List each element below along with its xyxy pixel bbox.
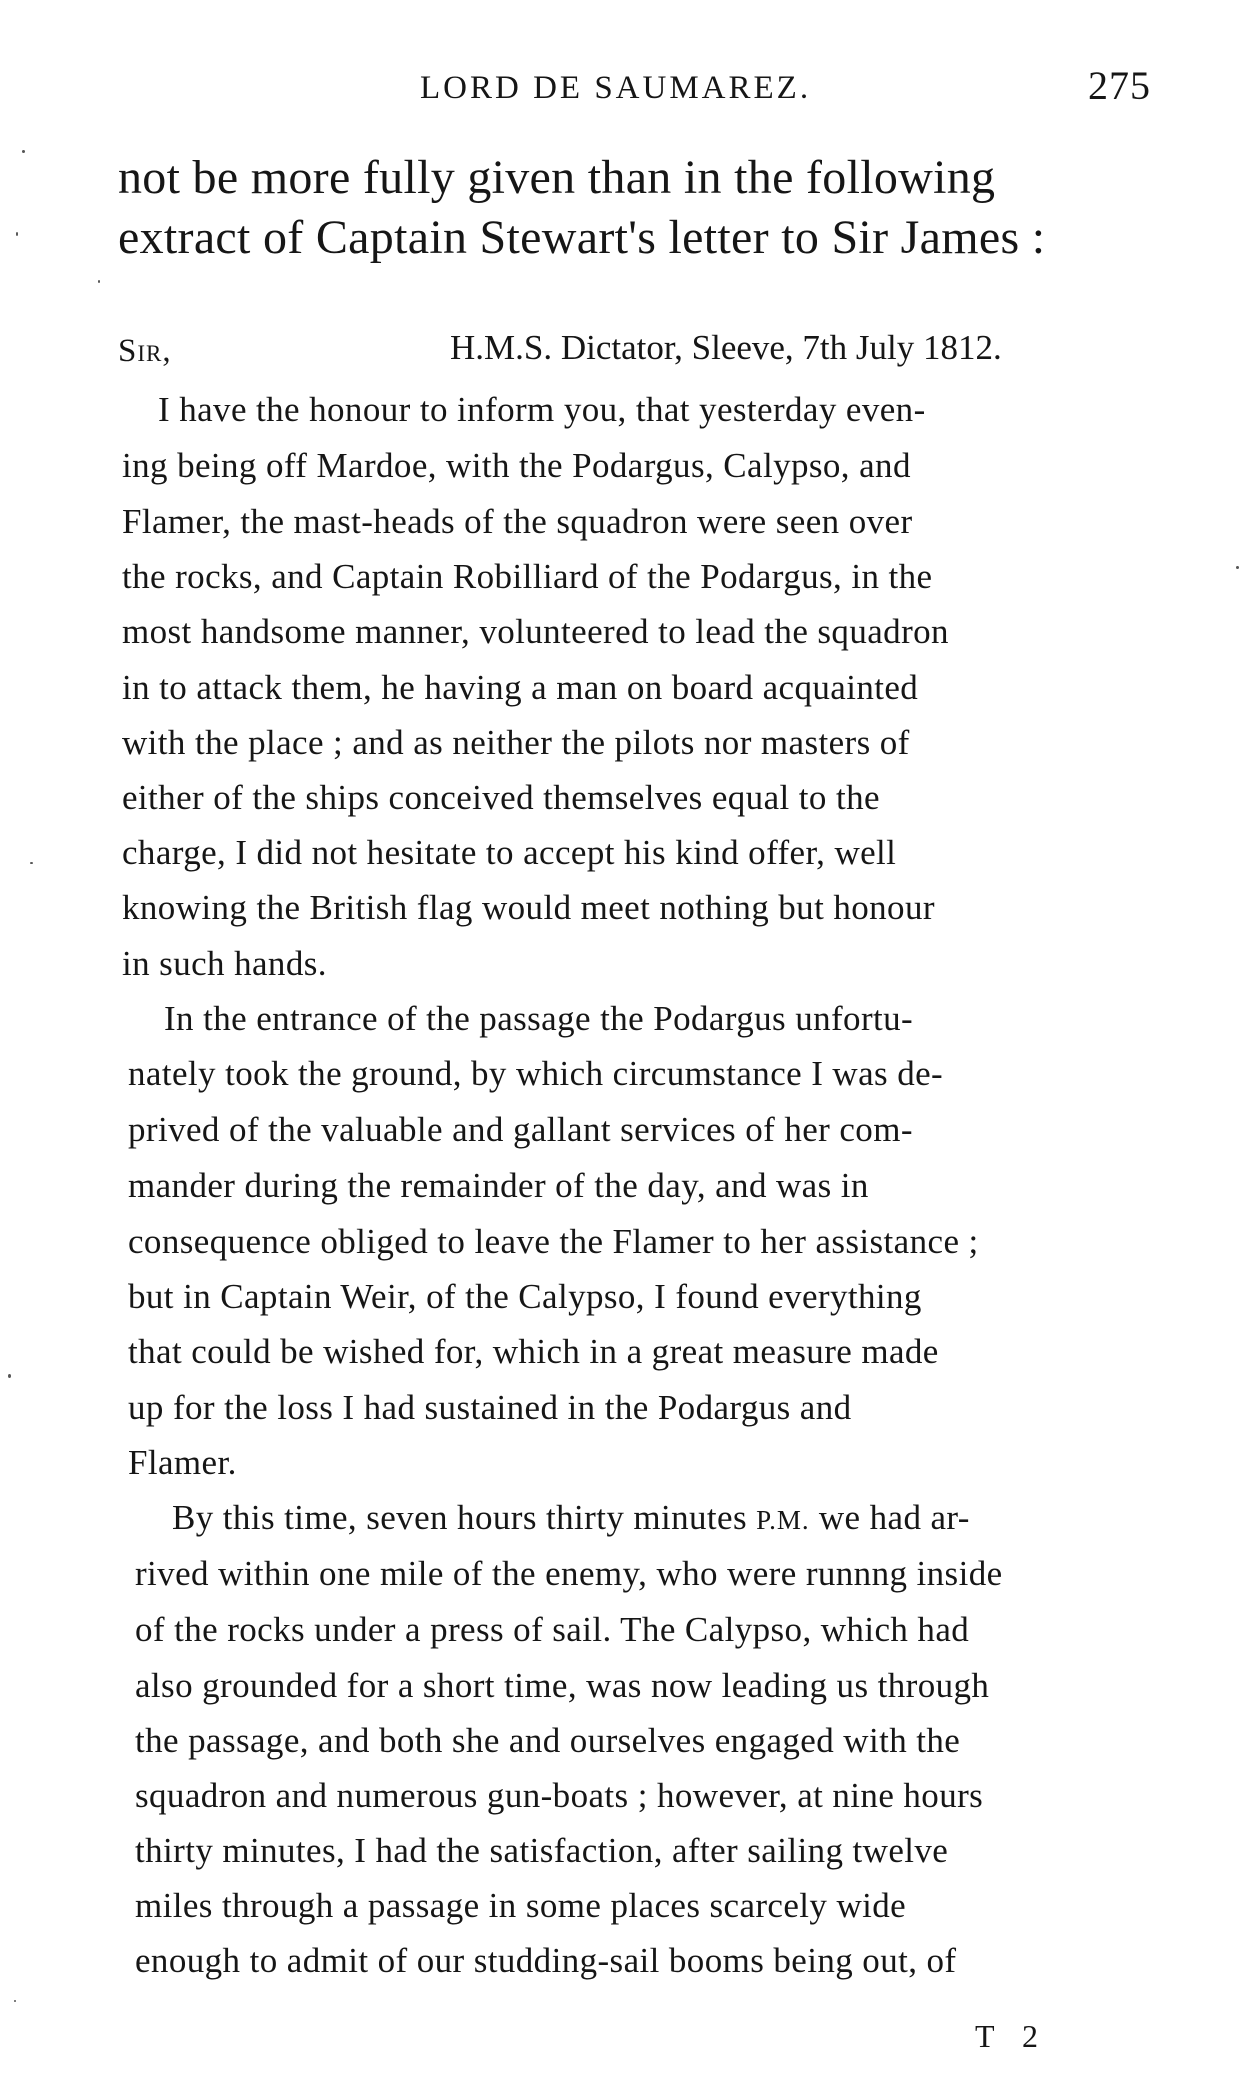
- text-line: but in Captain Weir, of the Calypso, I found everything: [128, 1277, 922, 1316]
- letter-salutation: Sir,: [118, 333, 172, 369]
- text-line: with the place ; and as neither the pilots nor masters of: [122, 723, 910, 762]
- text-line: in to attack them, he having a man on board acquainted: [122, 668, 919, 707]
- text-line: in such hands.: [122, 944, 327, 983]
- text-line: up for the loss I had sustained in the Podargus and: [128, 1388, 852, 1427]
- scan-speck: [98, 280, 100, 283]
- time-abbrev: P.M.: [756, 1505, 810, 1535]
- intro-line: not be more fully given than in the following: [118, 151, 996, 204]
- text-line: Flamer.: [128, 1443, 237, 1482]
- text-line: of the rocks under a press of sail. The Calypso, which had: [135, 1610, 970, 1649]
- text-line: I have the honour to inform you, that yesterday even-: [158, 390, 926, 429]
- text-line: thirty minutes, I had the satisfaction, after sailing twelve: [135, 1831, 949, 1870]
- scan-speck: [8, 1374, 11, 1378]
- text-line: the passage, and both she and ourselves engaged with the: [135, 1721, 961, 1760]
- text-line: Flamer, the mast-heads of the squadron were seen over: [122, 502, 913, 541]
- scan-speck: [14, 2000, 16, 2002]
- text-line: enough to admit of our studding-sail booms being out, of: [135, 1941, 957, 1980]
- text-line: most handsome manner, volunteered to lead the squadron: [122, 612, 949, 651]
- text-line: [172, 1498, 970, 1538]
- text-line: knowing the British flag would meet nothing but honour: [122, 888, 935, 927]
- text-line: prived of the valuable and gallant services of her com-: [128, 1110, 913, 1149]
- text-line: charge, I did not hesitate to accept his kind offer, well: [122, 833, 897, 872]
- text-line: miles through a passage in some places scarcely wide: [135, 1886, 907, 1925]
- text-line: rived within one mile of the enemy, who were runnng inside: [135, 1554, 1003, 1593]
- running-head: LORD DE SAUMAREZ.: [420, 70, 812, 106]
- text-line: that could be wished for, which in a great measure made: [128, 1332, 939, 1371]
- text-line: squadron and numerous gun-boats ; however, at nine hours: [135, 1776, 984, 1815]
- text-line: either of the ships conceived themselves equal to the: [122, 778, 880, 817]
- text-line-start: By this time, seven hours thirty minutes: [172, 1498, 747, 1537]
- text-line: nately took the ground, by which circumstance I was de-: [128, 1054, 944, 1093]
- text-line: In the entrance of the passage the Podargus unfortu-: [164, 999, 914, 1038]
- intro-line: extract of Captain Stewart's letter to Sir James :: [118, 211, 1046, 264]
- scan-speck: [16, 232, 18, 236]
- signature-mark: T 2: [975, 2018, 1048, 2054]
- scan-speck: [30, 862, 33, 864]
- text-line-end: we had ar-: [818, 1498, 970, 1537]
- page-number: 275: [1088, 63, 1151, 108]
- text-line: the rocks, and Captain Robilliard of the Podargus, in the: [122, 557, 933, 596]
- text-line: ing being off Mardoe, with the Podargus, Calypso, and: [122, 446, 911, 485]
- text-line: consequence obliged to leave the Flamer to her assistance ;: [128, 1222, 979, 1261]
- letter-dateline: H.M.S. Dictator, Sleeve, 7th July 1812.: [450, 328, 1002, 367]
- scan-speck: [22, 150, 25, 153]
- text-line: mander during the remainder of the day, and was in: [128, 1166, 869, 1205]
- text-line: also grounded for a short time, was now leading us through: [135, 1666, 990, 1705]
- scan-speck: [1236, 566, 1239, 569]
